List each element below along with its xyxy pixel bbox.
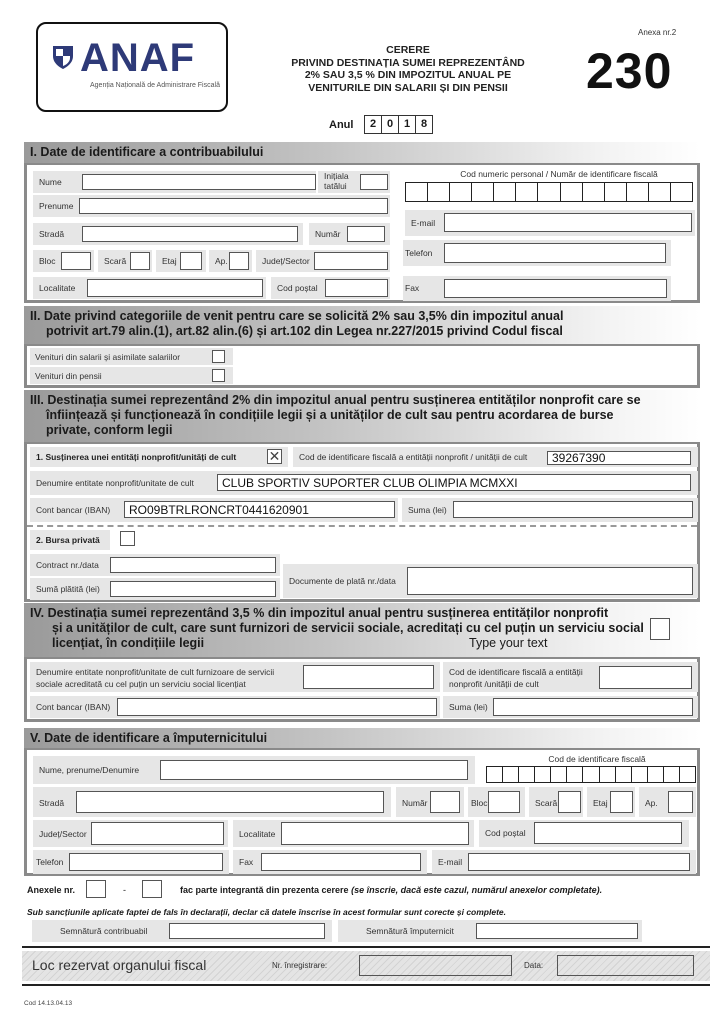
- initiala-label-line: tatălui: [324, 181, 347, 191]
- logo-subtitle: Agenția Națională de Administrare Fiscală: [90, 82, 220, 89]
- venituri-pensii-row: [30, 367, 233, 384]
- cnp-cell[interactable]: [671, 183, 692, 201]
- fax-input[interactable]: [444, 279, 667, 298]
- etaj-label: Etaj: [162, 256, 177, 266]
- bursa-row: [30, 530, 110, 550]
- cnp-cell[interactable]: [605, 183, 627, 201]
- anexe-text-note: (se înscrie, dacă este cazul, numărul anexelor completate).: [351, 885, 603, 895]
- anexe-text-main: fac parte integrantă din prezenta cerere: [180, 885, 349, 895]
- v-cod-postal-label: Cod poștal: [485, 828, 526, 838]
- reserved-label: Loc rezervat organului fiscal: [32, 957, 207, 973]
- v-scara-input[interactable]: [558, 791, 581, 813]
- v-judet-label: Județ/Sector: [39, 829, 87, 839]
- v-cif-cell[interactable]: [535, 767, 551, 782]
- v-bloc-row: [468, 787, 525, 817]
- section-1-header: I. Date de identificare a contribuabilului: [24, 142, 700, 163]
- telefon-input[interactable]: [444, 243, 666, 263]
- ap-input[interactable]: [229, 252, 249, 270]
- contract-input[interactable]: [110, 557, 276, 573]
- section-3-title-line: înființează și funcționează în condițiile legii și a unităților de cult sau pentru acordarea de burse: [46, 408, 614, 422]
- section-4-checkbox[interactable]: [650, 618, 670, 640]
- v-cod-postal-input[interactable]: [534, 822, 682, 844]
- fax-label: Fax: [405, 283, 420, 293]
- divider-top: [22, 946, 710, 948]
- venituri-salarii-label: Venituri din salarii și asimilate salariilor: [35, 352, 181, 362]
- iban-input[interactable]: [124, 501, 395, 518]
- semnatura-contribuabil-row: [32, 920, 332, 942]
- iv-denumire-label-line: Denumire entitate nonprofit/unitate de cult furnizoare de servicii: [36, 667, 275, 677]
- suma-platita-label: Sumă plătită (lei): [36, 584, 100, 594]
- iv-suma-label: Suma (lei): [449, 702, 488, 712]
- cnp-cell[interactable]: [649, 183, 671, 201]
- denumire-row: [30, 471, 698, 495]
- section-5-header: V. Date de identificare a împuternicitului: [24, 728, 700, 748]
- declaration-text: Sub sancțiunile aplicate faptei de fals în declarații, declar că datele înscrise în acest formular sunt corecte și complete.: [27, 907, 507, 917]
- iban-label: Cont bancar (IBAN): [36, 505, 111, 515]
- email-input[interactable]: [444, 213, 692, 232]
- anaf-logo: [36, 22, 228, 112]
- v-strada-row: [33, 787, 391, 817]
- initiala-label-line: Inițiala: [324, 171, 349, 181]
- localitate-input[interactable]: [87, 279, 263, 297]
- strada-row: [33, 223, 303, 245]
- iv-cif-input[interactable]: [599, 666, 692, 689]
- cnp-cell[interactable]: [406, 183, 428, 201]
- v-numar-row: [396, 787, 464, 817]
- venituri-pensii-label: Venituri din pensii: [35, 371, 102, 381]
- etaj-row: [156, 250, 206, 272]
- bloc-row: [33, 250, 94, 272]
- cnp-cell[interactable]: [450, 183, 472, 201]
- title-line: PRIVIND DESTINAȚIA SUMEI REPREZENTÂND: [291, 56, 525, 69]
- reserved-area: [22, 951, 710, 981]
- sustinere-label: 1. Susținerea unei entități nonprofit/unități de cult: [36, 452, 237, 462]
- v-judet-input[interactable]: [91, 822, 224, 845]
- v-email-label: E-mail: [438, 857, 463, 867]
- form-number: 230: [586, 43, 673, 99]
- bloc-input[interactable]: [61, 252, 91, 270]
- v-cif-grid[interactable]: [486, 766, 696, 783]
- shield-icon: [52, 44, 74, 70]
- telefon-row: [403, 240, 671, 266]
- bursa-checkbox[interactable]: [120, 531, 135, 546]
- v-etaj-label: Etaj: [593, 798, 608, 808]
- iv-denumire-input[interactable]: [303, 665, 434, 689]
- cif-label: Cod de identificare fiscală a entității nonprofit / unității de cult: [299, 452, 528, 462]
- section-2-title-line: potrivit art.79 alin.(1), art.82 alin.(6) și art.102 din Legea nr.227/2015 privind Codul fiscal: [46, 324, 563, 338]
- initiala-input[interactable]: [360, 174, 388, 190]
- denumire-input[interactable]: [217, 474, 691, 491]
- v-bloc-label: Bloc: [471, 798, 488, 808]
- section-3-header: [24, 390, 700, 442]
- v-etaj-input[interactable]: [610, 791, 633, 813]
- v-strada-label: Stradă: [39, 798, 65, 808]
- strada-label: Stradă: [39, 229, 65, 239]
- iv-cif-label-line: nonprofit /unității de cult: [449, 679, 539, 689]
- section-4-title-text: licențiat, în condițiile legii: [52, 636, 205, 650]
- v-strada-input[interactable]: [76, 791, 384, 813]
- iv-suma-row: [443, 696, 698, 718]
- v-email-row: [432, 850, 696, 874]
- scara-input[interactable]: [130, 252, 150, 270]
- year-digit[interactable]: 1: [398, 115, 416, 134]
- cnp-cell[interactable]: [561, 183, 583, 201]
- iv-denumire-label-line: sociale acreditată cu cel puțin un serviciu social licențiat: [36, 679, 246, 689]
- section-3-body: [24, 442, 700, 602]
- cnp-cell[interactable]: [472, 183, 494, 201]
- iv-denumire-label: [36, 666, 274, 690]
- venituri-pensii-checkbox[interactable]: [212, 369, 225, 382]
- cnp-cell[interactable]: [516, 183, 538, 201]
- cif-input[interactable]: [547, 451, 691, 465]
- section-4-header: [24, 603, 700, 657]
- logo-brand: ANAF: [80, 36, 196, 80]
- nume-row: [33, 171, 316, 193]
- v-email-input[interactable]: [468, 853, 690, 871]
- cnp-cell[interactable]: [583, 183, 605, 201]
- cnp-grid[interactable]: [405, 182, 693, 202]
- section-3-title-line: III. Destinația sumei reprezentând 2% din impozitul anual pentru susținerea entităților nonprofit care se: [30, 393, 641, 407]
- nr-inregistrare-field: [359, 955, 512, 976]
- section-1-body: [24, 163, 700, 303]
- semnatura-imputernicit-label: Semnătură împuternicit: [366, 926, 454, 936]
- localitate-row: [33, 277, 266, 299]
- section-4-body: [24, 657, 700, 722]
- judet-row: [256, 250, 390, 272]
- v-bloc-input[interactable]: [488, 791, 520, 813]
- v-cif-cell[interactable]: [632, 767, 648, 782]
- cod-postal-input[interactable]: [325, 279, 388, 297]
- scara-label: Scară: [104, 256, 127, 266]
- v-ap-label: Ap.: [645, 798, 658, 808]
- judet-label: Județ/Sector: [262, 256, 310, 266]
- semnatura-imputernicit-row: [338, 920, 642, 942]
- anexe-from-input[interactable]: [86, 880, 106, 898]
- year-label: Anul: [329, 119, 354, 131]
- year-digit[interactable]: 2: [364, 115, 382, 134]
- section-4-title-line: IV. Destinația sumei reprezentând 3,5 % din impozitul anual pentru susținerea entităților nonprofit: [30, 606, 609, 620]
- sustinere-row: [30, 447, 288, 467]
- localitate-label: Localitate: [39, 283, 76, 293]
- v-nume-row: [33, 756, 475, 784]
- iv-suma-input[interactable]: [493, 698, 693, 716]
- contract-row: [30, 554, 280, 576]
- v-fax-input[interactable]: [261, 853, 421, 871]
- scara-row: [98, 250, 152, 272]
- v-cif-cell[interactable]: [664, 767, 680, 782]
- v-scara-label: Scară: [535, 798, 558, 808]
- v-cif-cell[interactable]: [487, 767, 503, 782]
- v-numar-label: Număr: [402, 798, 428, 808]
- iban-row: [30, 498, 398, 522]
- strada-input[interactable]: [82, 226, 298, 242]
- bursa-label: 2. Bursa privată: [36, 535, 100, 545]
- v-scara-row: [529, 787, 583, 817]
- numar-row: [309, 223, 390, 245]
- numar-label: Număr: [315, 229, 341, 239]
- initiala-row: [318, 171, 390, 193]
- cnp-cell[interactable]: [428, 183, 450, 201]
- v-judet-row: [33, 820, 228, 847]
- email-label: E-mail: [411, 218, 436, 228]
- v-nume-input[interactable]: [160, 760, 468, 780]
- semnatura-contribuabil-label: Semnătură contribuabil: [60, 926, 148, 936]
- iv-cif-label-line: Cod de identificare fiscală a entității: [449, 667, 583, 677]
- suma-platita-row: [30, 578, 280, 600]
- data-label: Data:: [524, 961, 544, 970]
- suma-platita-input[interactable]: [110, 581, 276, 597]
- prenume-row: [33, 195, 390, 217]
- documente-label: Documente de plată nr./data: [289, 576, 396, 586]
- iv-iban-label: Cont bancar (IBAN): [36, 702, 111, 712]
- section-5-body: [24, 748, 700, 876]
- nume-label: Nume: [39, 177, 62, 187]
- documente-row: [283, 564, 698, 598]
- section-divider: [27, 525, 697, 527]
- prenume-input[interactable]: [79, 198, 388, 214]
- cnp-cell[interactable]: [494, 183, 516, 201]
- v-ap-input[interactable]: [668, 791, 693, 813]
- cif-row: [293, 447, 698, 467]
- v-fax-row: [233, 850, 427, 874]
- v-telefon-row: [33, 850, 229, 874]
- section-2-header: [24, 306, 700, 344]
- form-title: [268, 44, 548, 94]
- venituri-salarii-row: [30, 348, 233, 365]
- denumire-label: Denumire entitate nonprofit/unitate de cult: [36, 478, 194, 488]
- title-line: CERERE: [386, 44, 430, 56]
- title-line: 2% SAU 3,5 % DIN IMPOZITUL ANUAL PE: [304, 69, 512, 81]
- cod-postal-row: [271, 277, 390, 299]
- title-line: VENITURILE DIN SALARII ȘI DIN PENSII: [308, 81, 508, 94]
- venituri-salarii-checkbox[interactable]: [212, 350, 225, 363]
- initiala-label: [324, 171, 349, 191]
- v-numar-input[interactable]: [430, 791, 460, 813]
- v-cif-cell[interactable]: [648, 767, 664, 782]
- bloc-label: Bloc: [39, 256, 56, 266]
- v-cif-cell[interactable]: [600, 767, 616, 782]
- v-cif-cell[interactable]: [680, 767, 695, 782]
- semnatura-imputernicit-input[interactable]: [476, 923, 638, 939]
- v-localitate-row: [233, 820, 474, 847]
- section-2-body: [24, 344, 700, 388]
- v-nume-label: Nume, prenume/Denumire: [39, 765, 140, 775]
- section-4-title-line: [30, 636, 694, 651]
- v-fax-label: Fax: [239, 857, 254, 867]
- ap-row: [209, 250, 252, 272]
- anexe-label: Anexele nr.: [27, 885, 76, 895]
- contract-label: Contract nr./data: [36, 560, 99, 570]
- v-cif-cell[interactable]: [567, 767, 583, 782]
- etaj-input[interactable]: [180, 252, 202, 270]
- anexe-dash: -: [123, 885, 126, 895]
- iv-cif-label: [449, 666, 583, 690]
- cnp-cell[interactable]: [627, 183, 649, 201]
- v-etaj-row: [587, 787, 635, 817]
- email-row: [405, 210, 695, 236]
- data-field: [557, 955, 694, 976]
- v-cif-cell[interactable]: [503, 767, 519, 782]
- v-cif-cell[interactable]: [551, 767, 567, 782]
- anexe-to-input[interactable]: [142, 880, 162, 898]
- documente-input[interactable]: [407, 567, 693, 595]
- v-cod-postal-row: [479, 820, 689, 847]
- nume-input[interactable]: [82, 174, 316, 190]
- type-your-text-note: Type your text: [469, 636, 548, 650]
- iv-cif-row: [443, 662, 698, 692]
- section-2-title-line: II. Date privind categoriile de venit pentru care se solicită 2% sau 3,5% din impozitul anual: [30, 309, 564, 323]
- section-4-title-line: și a unităților de cult, care sunt furnizori de servicii sociale, acreditați cu cel puțin un serviciu social: [52, 621, 644, 635]
- divider-bottom: [22, 984, 710, 986]
- v-telefon-label: Telefon: [36, 857, 64, 867]
- anexe-text: [180, 885, 602, 895]
- iv-denumire-row: [30, 662, 440, 692]
- v-cif-cell[interactable]: [519, 767, 535, 782]
- nr-inregistrare-label: Nr. înregistrare:: [272, 961, 328, 970]
- judet-input[interactable]: [314, 252, 388, 270]
- v-telefon-input[interactable]: [69, 853, 223, 871]
- year-digit[interactable]: 8: [415, 115, 433, 134]
- ap-label: Ap.: [215, 256, 228, 266]
- year-digit[interactable]: 0: [381, 115, 399, 134]
- suma-input[interactable]: [453, 501, 693, 518]
- prenume-label: Prenume: [39, 201, 74, 211]
- v-cif-cell[interactable]: [583, 767, 599, 782]
- suma-row: [402, 498, 698, 522]
- iv-iban-row: [30, 696, 440, 718]
- semnatura-contribuabil-input[interactable]: [169, 923, 325, 939]
- suma-label: Suma (lei): [408, 505, 447, 515]
- v-localitate-input[interactable]: [281, 822, 469, 845]
- telefon-label: Telefon: [405, 248, 433, 258]
- sustinere-checkbox[interactable]: ✕: [268, 448, 281, 464]
- v-cif-label: Cod de identificare fiscală: [548, 754, 646, 764]
- annex-label: Anexa nr.2: [638, 28, 677, 37]
- cnp-label: Cod numeric personal / Număr de identificare fiscală: [460, 169, 658, 179]
- cod-postal-label: Cod poștal: [277, 283, 318, 293]
- form-code: Cod 14.13.04.13: [24, 1000, 73, 1007]
- cnp-cell[interactable]: [538, 183, 560, 201]
- numar-input[interactable]: [347, 226, 385, 242]
- section-3-title-line: private, conform legii: [46, 423, 173, 437]
- v-cif-cell[interactable]: [616, 767, 632, 782]
- v-ap-row: [639, 787, 696, 817]
- v-localitate-label: Localitate: [239, 829, 276, 839]
- iv-iban-input[interactable]: [117, 698, 437, 716]
- fax-row: [403, 276, 671, 301]
